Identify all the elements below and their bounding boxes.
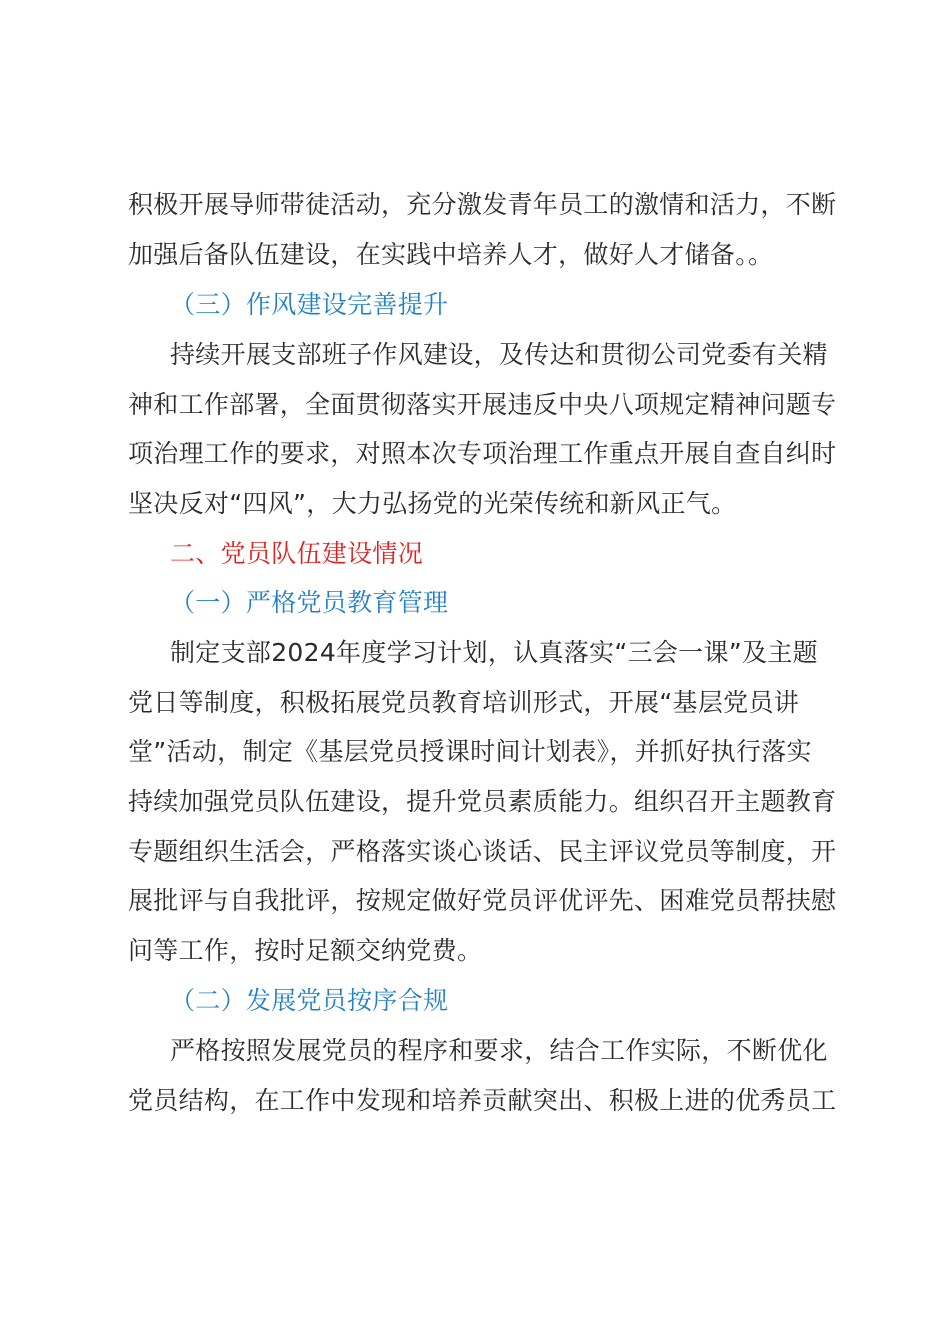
paragraph-line: 持续开展支部班子作风建设，及传达和贯彻公司党委有关精 xyxy=(170,340,828,369)
paragraph-line: 积极开展导师带徒活动，充分激发青年员工的激情和活力，不断 xyxy=(128,190,837,219)
paragraph-line: 展批评与自我批评，按规定做好党员评优评先、困难党员帮扶慰 xyxy=(128,886,837,915)
paragraph-line: 党员结构，在工作中发现和培养贡献突出、积极上进的优秀员工 xyxy=(128,1086,837,1115)
paragraph-line: 项治理工作的要求，对照本次专项治理工作重点开展自查自纠时 xyxy=(128,439,837,468)
paragraph-line: 持续加强党员队伍建设，提升党员素质能力。组织召开主题教育 xyxy=(128,787,837,816)
paragraph-line: 问等工作，按时足额交纳党费。 xyxy=(128,936,483,965)
paragraph-line: 加强后备队伍建设，在实践中培养人才，做好人才储备。。 xyxy=(128,240,774,269)
section-subheading: （二）发展党员按序合规 xyxy=(170,986,449,1015)
paragraph-line: 制定支部2024年度学习计划，认真落实“三会一课”及主题 xyxy=(170,638,818,667)
paragraph-line: 党日等制度，积极拓展党员教育培训形式，开展“基层党员讲 xyxy=(128,688,800,717)
paragraph-line: 堂”活动，制定《基层党员授课时间计划表》，并抓好执行落实 xyxy=(128,737,812,766)
paragraph-line: 神和工作部署，全面贯彻落实开展违反中央八项规定精神问题专 xyxy=(128,390,837,419)
section-heading: 二、党员队伍建设情况 xyxy=(170,539,424,568)
section-subheading: （三）作风建设完善提升 xyxy=(170,290,449,319)
paragraph-line: 严格按照发展党员的程序和要求，结合工作实际，不断优化 xyxy=(170,1036,828,1065)
paragraph-line: 坚决反对“四风”，大力弘扬党的光荣传统和新风正气。 xyxy=(128,489,737,518)
section-subheading: （一）严格党员教育管理 xyxy=(170,588,449,617)
paragraph-line: 专题组织生活会，严格落实谈心谈话、民主评议党员等制度，开 xyxy=(128,837,837,866)
